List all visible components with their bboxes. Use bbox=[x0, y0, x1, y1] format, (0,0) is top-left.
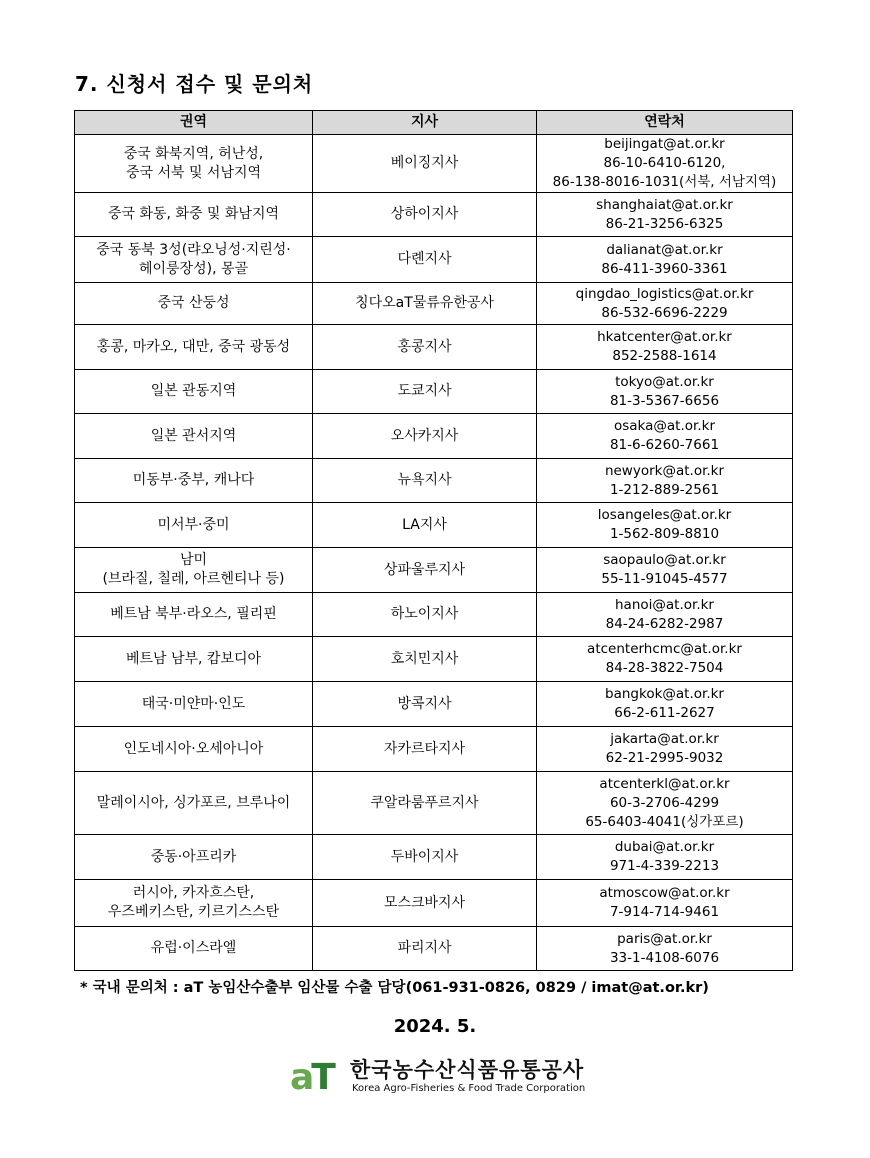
section-title: 7. 신청서 접수 및 문의처 bbox=[75, 72, 314, 96]
table-row bbox=[75, 637, 793, 682]
contact-cell bbox=[537, 548, 793, 593]
contact-phone: 66-2-611-2627 bbox=[614, 705, 715, 721]
branch-cell: 자카르타지사 bbox=[313, 727, 537, 772]
region-line: 중국 동북 3성(랴오닝성·지린성· bbox=[96, 241, 291, 258]
contact-cell bbox=[537, 927, 793, 971]
contact-email: dubai@at.or.kr bbox=[614, 839, 715, 855]
organization-english-name: Korea Agro-Fisheries & Food Trade Corporation bbox=[352, 1083, 586, 1094]
contact-phone: 81-6-6260-7661 bbox=[609, 437, 720, 453]
contact-email: dalianat@at.or.kr bbox=[606, 241, 723, 258]
table-row bbox=[75, 283, 793, 325]
contact-phone: 86-532-6696-2229 bbox=[601, 304, 728, 321]
contact-phone: 852-2588-1614 bbox=[612, 348, 717, 364]
contact-cell bbox=[537, 503, 793, 548]
region-line: 베트남 남부, 캄보디아 bbox=[125, 650, 262, 667]
region-cell bbox=[75, 370, 313, 414]
branch-cell: 모스크바지사 bbox=[313, 880, 537, 927]
table-row bbox=[75, 325, 793, 370]
region-cell bbox=[75, 237, 313, 283]
region-line: 중국 화동, 화중 및 화남지역 bbox=[107, 206, 279, 222]
table-header-row bbox=[75, 111, 793, 135]
contact-cell bbox=[537, 325, 793, 370]
contact-email: jakarta@at.or.kr bbox=[610, 731, 719, 747]
region-line: 남미 bbox=[179, 552, 208, 568]
contact-phone: 33-1-4108-6076 bbox=[609, 949, 720, 966]
contact-cell bbox=[537, 459, 793, 503]
branch-cell: 오사카지사 bbox=[313, 414, 537, 459]
table-row bbox=[75, 370, 793, 414]
region-line: 중국 서북 및 서남지역 bbox=[125, 164, 262, 181]
table-row bbox=[75, 682, 793, 727]
table-row bbox=[75, 548, 793, 593]
region-line: 유럽·이스라엘 bbox=[150, 940, 237, 956]
region-line: 중국 화북지역, 허난성, bbox=[123, 145, 264, 162]
contact-table bbox=[74, 110, 793, 971]
region-cell bbox=[75, 682, 313, 727]
at-logo bbox=[290, 1058, 590, 1098]
contact-phone: 86-138-8016-1031(서북, 서남지역) bbox=[552, 174, 777, 190]
contact-phone: 81-3-5367-6656 bbox=[609, 392, 720, 409]
region-line: 우즈베키스탄, 키르기스스탄 bbox=[107, 904, 280, 920]
branch-cell: 도쿄지사 bbox=[313, 370, 537, 414]
contact-phone: 62-21-2995-9032 bbox=[605, 750, 724, 766]
region-line: (브라질, 칠레, 아르헨티나 등) bbox=[102, 571, 285, 587]
region-line: 태국·미얀마·인도 bbox=[141, 695, 246, 712]
contact-email: saopaulo@at.or.kr bbox=[603, 552, 726, 568]
contact-email: atcenterhcmc@at.or.kr bbox=[587, 641, 742, 657]
branch-cell: 홍콩지사 bbox=[313, 325, 537, 370]
contact-phone: 55-11-91045-4577 bbox=[601, 571, 728, 587]
contact-phone: 65-6403-4041(싱가포르) bbox=[585, 813, 744, 830]
logo-letter-a: a bbox=[290, 1057, 312, 1098]
contact-email: hkatcenter@at.or.kr bbox=[597, 329, 732, 345]
branch-cell: 뉴욕지사 bbox=[313, 459, 537, 503]
contact-email: losangeles@at.or.kr bbox=[597, 507, 732, 523]
contact-cell bbox=[537, 193, 793, 237]
region-cell bbox=[75, 325, 313, 370]
contact-email: atmoscow@at.or.kr bbox=[599, 885, 730, 901]
branch-cell: 다롄지사 bbox=[313, 237, 537, 283]
publication-date: 2024. 5. bbox=[393, 1016, 477, 1037]
table-row bbox=[75, 927, 793, 971]
region-line: 홍콩, 마카오, 대만, 중국 광동성 bbox=[96, 338, 291, 355]
contact-cell bbox=[537, 682, 793, 727]
contact-cell bbox=[537, 772, 793, 835]
contact-cell bbox=[537, 727, 793, 772]
table-row bbox=[75, 880, 793, 927]
branch-cell: 방콕지사 bbox=[313, 682, 537, 727]
region-line: 일본 관동지역 bbox=[150, 383, 237, 399]
contact-email: hanoi@at.or.kr bbox=[615, 596, 714, 613]
contact-email: osaka@at.or.kr bbox=[613, 418, 715, 434]
region-cell bbox=[75, 414, 313, 459]
contact-phone: 86-21-3256-6325 bbox=[605, 215, 724, 232]
contact-cell bbox=[537, 835, 793, 880]
table-row bbox=[75, 459, 793, 503]
region-line: 일본 관서지역 bbox=[150, 427, 237, 444]
table-row bbox=[75, 193, 793, 237]
region-line: 헤이룽장성), 몽골 bbox=[138, 260, 249, 277]
contact-cell bbox=[537, 880, 793, 927]
table-row bbox=[75, 414, 793, 459]
contact-phone: 1-212-889-2561 bbox=[609, 481, 720, 498]
header-contact: 연락처 bbox=[537, 111, 793, 135]
table-row bbox=[75, 593, 793, 637]
region-line: 러시아, 카자흐스탄, bbox=[132, 885, 255, 901]
region-cell bbox=[75, 593, 313, 637]
region-cell bbox=[75, 727, 313, 772]
contact-phone: 84-28-3822-7504 bbox=[605, 660, 724, 676]
region-cell bbox=[75, 835, 313, 880]
contact-phone: 1-562-809-8810 bbox=[609, 526, 720, 542]
table-row bbox=[75, 727, 793, 772]
table-body bbox=[75, 135, 793, 971]
contact-cell bbox=[537, 237, 793, 283]
branch-cell: 호치민지사 bbox=[313, 637, 537, 682]
at-logo-mark bbox=[290, 1058, 333, 1098]
region-line: 베트남 북부·라오스, 필리핀 bbox=[110, 606, 277, 622]
contact-phone: 86-411-3960-3361 bbox=[601, 260, 728, 277]
branch-cell: LA지사 bbox=[313, 503, 537, 548]
region-cell bbox=[75, 135, 313, 193]
region-line: 미동부·중부, 캐나다 bbox=[132, 472, 255, 488]
contact-cell bbox=[537, 414, 793, 459]
region-cell bbox=[75, 283, 313, 325]
branch-cell: 쿠알라룸푸르지사 bbox=[313, 772, 537, 835]
contact-phone: 971-4-339-2213 bbox=[609, 858, 720, 874]
logo-letter-t: T bbox=[311, 1057, 333, 1098]
branch-cell: 파리지사 bbox=[313, 927, 537, 971]
contact-phone: 86-10-6410-6120, bbox=[603, 155, 726, 171]
region-line: 중국 산둥성 bbox=[157, 295, 230, 311]
branch-cell: 상하이지사 bbox=[313, 193, 537, 237]
region-cell bbox=[75, 637, 313, 682]
contact-email: beijingat@at.or.kr bbox=[604, 136, 725, 152]
table-row bbox=[75, 772, 793, 835]
contact-cell bbox=[537, 593, 793, 637]
region-cell bbox=[75, 459, 313, 503]
branch-cell: 칭다오aT물류유한공사 bbox=[313, 283, 537, 325]
region-cell bbox=[75, 193, 313, 237]
region-cell bbox=[75, 772, 313, 835]
contact-email: paris@at.or.kr bbox=[617, 930, 712, 947]
branch-cell: 베이징지사 bbox=[313, 135, 537, 193]
contact-cell bbox=[537, 637, 793, 682]
branch-cell: 상파울루지사 bbox=[313, 548, 537, 593]
contact-email: tokyo@at.or.kr bbox=[615, 373, 714, 390]
contact-email: newyork@at.or.kr bbox=[604, 462, 725, 479]
header-branch: 지사 bbox=[313, 111, 537, 135]
organization-name: 한국농수산식품유통공사 bbox=[350, 1058, 585, 1082]
region-line: 중동·아프리카 bbox=[150, 848, 237, 865]
table-row bbox=[75, 135, 793, 193]
region-line: 말레이시아, 싱가포르, 브루나이 bbox=[96, 794, 291, 811]
branch-cell: 두바이지사 bbox=[313, 835, 537, 880]
table-row bbox=[75, 237, 793, 283]
header-region: 권역 bbox=[75, 111, 313, 135]
contact-email: qingdao_logistics@at.or.kr bbox=[575, 285, 754, 302]
region-cell bbox=[75, 548, 313, 593]
contact-email: shanghaiat@at.or.kr bbox=[596, 196, 733, 213]
contact-email: atcenterkl@at.or.kr bbox=[599, 775, 730, 792]
region-line: 인도네시아·오세아니아 bbox=[123, 740, 264, 757]
region-cell bbox=[75, 503, 313, 548]
contact-email: bangkok@at.or.kr bbox=[605, 686, 724, 702]
contact-cell bbox=[537, 283, 793, 325]
contact-phone: 60-3-2706-4299 bbox=[609, 794, 720, 811]
domestic-contact-note: * 국내 문의처 : aT 농임산수출부 임산물 수출 담당(061-931-0826, 0829 / imat@at.or.kr) bbox=[80, 980, 709, 996]
table-row bbox=[75, 503, 793, 548]
region-cell bbox=[75, 927, 313, 971]
contact-phone: 84-24-6282-2987 bbox=[605, 615, 724, 632]
contact-phone: 7-914-714-9461 bbox=[609, 904, 720, 920]
contact-cell bbox=[537, 135, 793, 193]
region-line: 미서부·중미 bbox=[157, 516, 230, 533]
branch-cell: 하노이지사 bbox=[313, 593, 537, 637]
table-row bbox=[75, 835, 793, 880]
region-cell bbox=[75, 880, 313, 927]
contact-cell bbox=[537, 370, 793, 414]
